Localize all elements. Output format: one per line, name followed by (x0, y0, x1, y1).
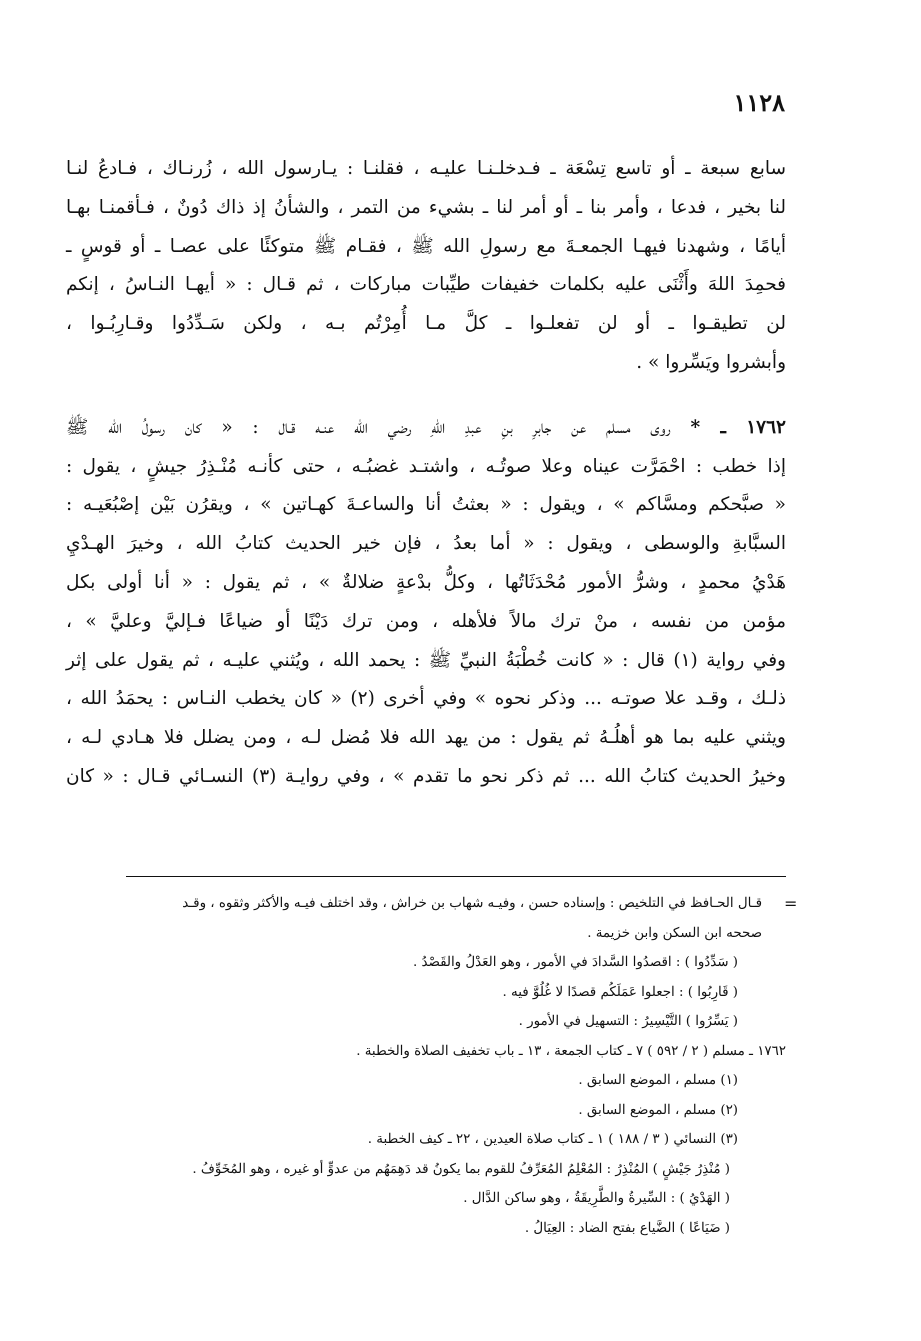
hadith-first-line (66, 409, 786, 448)
text-line: « صبَّحكم ومسَّاكم » ، ويقول : « بعثتُ أنا والساعـةَ كهـاتين » ، ويقرُن بَيْن إصْبُعَيـه : (66, 494, 786, 516)
footnote-line: قـال الحـافظ في التلخيص : وإسناده حسن ، وفيـه شهاب بن خراش ، وقد اختلف فيـه والأكثر وثقوه ، وقـد (182, 896, 762, 911)
footnote-line: ١٧٦٢ ـ مسلم ( ٢ / ٥٩٢ ) ٧ ـ كتاب الجمعة ، ١٣ ـ باب تخفيف الصلاة والخطبة . (356, 1043, 786, 1059)
footnote-line: ( قَارِبُوا ) : اجعلوا عَمَلَكُم قصدًا لا غُلُوَّ فيه . (502, 984, 738, 1000)
paragraph-gap (66, 383, 786, 409)
text-line: وخيرُ الحديث كتابُ الله ... ثم ذكر نحو ما تقدم » ، وفي روايـة (٣) النسـائي قـال : « كان (66, 765, 786, 787)
footnote-separator (126, 876, 786, 877)
text-line: أيامًا ، وشهدنا فيهـا الجمعـةَ مع رسولِ الله ﷺ ، فقـام ﷺ متوكئًا على عصـا ـ أو قوسٍ ـ (66, 235, 786, 257)
footnote-line: صححه ابن السكن وابن خزيمة . (587, 925, 762, 941)
text-line: لن تطيقـوا ـ أو لن تفعلـوا ـ كلَّ مـا أُمِرْتُم بـه ، ولكن سَـدِّدُوا وقـارِبُـوا ، (66, 313, 786, 335)
footnote-line: ( مُنْذِرُ جَيْشٍ ) المُنْذِرُ : المُعْلِمُ المُعَرِّفُ للقوم بما يكونُ قد دَهِمَهُم من عدوٍّ أو غيره ، وهو المُخَوِّفُ . (192, 1161, 730, 1177)
text-line: وأبشروا ويَسِّروا » . (636, 351, 786, 373)
text-line: السبَّابةِ والوسطى ، ويقول : « أما بعدُ ، فإن خير الحديث كتابُ الله ، وخيرَ الهـدْيِ (66, 533, 786, 555)
footnote-line: (١) مسلم ، الموضع السابق . (578, 1073, 738, 1088)
hadith-opening: روى مسلم عن جابرِ بنِ عبدِ اللهِ رضي الله عنـه قـال : « كان رسولُ الله ﷺ (66, 416, 671, 438)
page-number: ١١٢٨ (733, 88, 785, 117)
footnote-continuation-mark: = (784, 894, 798, 913)
text-line: مؤمن من نفسه ، منْ ترك مالاً فلأهله ، ومن ترك دَيْنًا أو ضياعًا فـإليَّ وعليَّ » ، (66, 610, 786, 632)
text-line: إذا خطب : احْمَرَّت عيناه وعلا صوتُـه ، واشتـد غضبُـه ، حتى كأنـه مُنْـذِرُ جيشٍ ، يقول : (66, 455, 786, 477)
text-line: ويثني عليه بما هو أهلُـهُ ثم يقول : من يهد الله فلا مُضل لـه ، ومن يضلل فلا هـادي لـه ، (66, 727, 786, 749)
text-line: وفي رواية (١) قال : « كانت خُطْبَةُ النبيِّ ﷺ : يحمد الله ، ويُثني عليـه ، ثم يقول على إثر (66, 649, 786, 671)
text-line: هَدْيُ محمدٍ ، وشرُّ الأمور مُحْدَثَاتُها ، وكلُّ بدْعةٍ ضلالةٌ » ، ثم يقول : « أنا أولى بكل (66, 571, 786, 593)
main-text (66, 150, 786, 797)
footnote-line: ( يَسِّرُوا ) التَّيْسِيرُ : التسهيل في الأمور . (518, 1014, 738, 1029)
footnote-line: ( الهَدْيُ ) : السِّيرةُ والطَّرِيقَةُ ، وهو ساكن الدَّال . (463, 1191, 730, 1206)
footnote-line: ( ضَيَاعًا ) الضَّياع بفتح الضاد : العِيَالُ . (524, 1220, 730, 1236)
text-line: ذلـك ، وقـد علا صوتـه ... وذكر نحوه » وفي أخرى (٢) « كان يخطب النـاس : يحمَدُ الله ، (66, 688, 787, 710)
text-line: فحمِدَ اللهَ وأَثْنَى عليه بكلمات خفيفات طيِّبات مباركات ، ثم قـال : « أيهـا النـاسُ ، إنكم (66, 274, 786, 296)
footnote-line: (٢) مسلم ، الموضع السابق . (578, 1102, 738, 1118)
hadith-number: ١٧٦٢ ـ * (690, 416, 786, 438)
footnote-line: ( سَدِّدُوا ) : اقصدُوا السَّدادَ في الأمور ، وهو العَدْلُ والقَصْدُ . (412, 955, 738, 970)
footnote-line: (٣) النسائي ( ٣ / ١٨٨ ) ١ ـ كتاب صلاة العيدين ، ٢٢ ـ كيف الخطبة . (367, 1132, 738, 1147)
text-line: سابع سبعة ـ أو تاسع تِسْعَة ـ فـدخلـنـا عليـه ، فقلنـا : يـارسول الله ، زُرنـاك ، فـادعُ لنـا (66, 158, 786, 179)
text-line: لنا بخير ، فدعا ، وأمر بنا ـ أو أمر لنا ـ بشيء من التمر ، والشأنُ إذ ذاك دُونٌ ، فـأقمنـا بهـا (66, 196, 786, 218)
footnotes (66, 889, 786, 1243)
